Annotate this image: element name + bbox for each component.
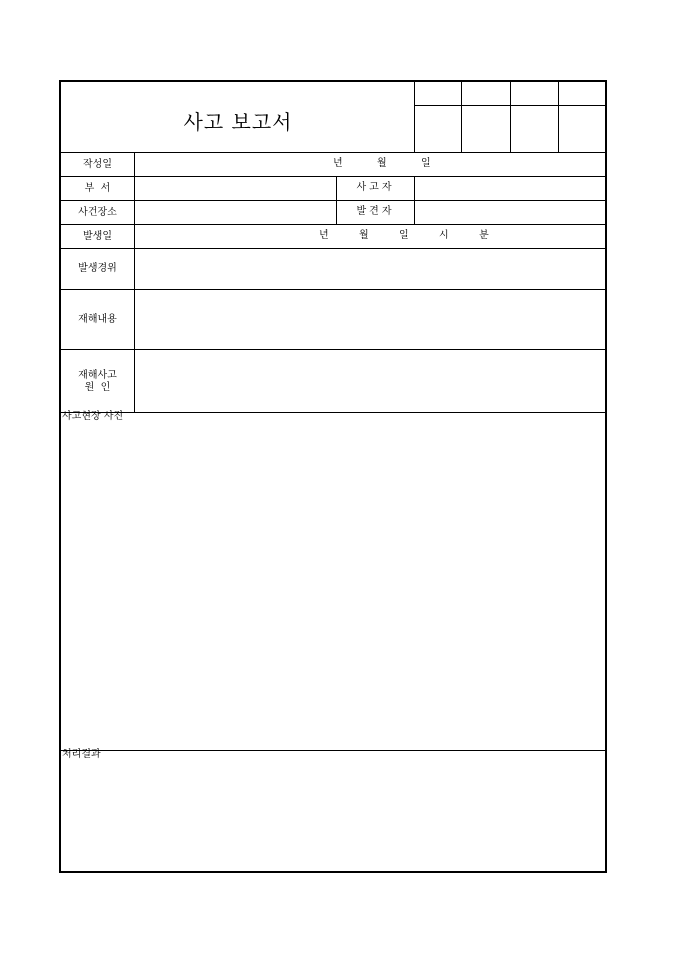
mid-divider xyxy=(414,176,415,224)
row-line xyxy=(61,152,607,153)
label-location: 사건장소 xyxy=(78,207,117,218)
label-damage: 재해내용 xyxy=(78,314,117,325)
label-department: 부 서 xyxy=(84,183,111,194)
row-line xyxy=(61,176,607,177)
label-column-divider xyxy=(134,152,135,412)
label-cause-line1: 재해사고 xyxy=(78,370,117,381)
label-cause-line2: 원 인 xyxy=(84,382,111,393)
label-injured-person: 사고자 xyxy=(356,182,395,193)
accident-report-form xyxy=(59,80,607,873)
label-written-date: 작성일 xyxy=(83,159,112,170)
label-occurred-date: 발생일 xyxy=(83,231,112,242)
label-discoverer: 발견자 xyxy=(356,206,395,217)
label-result: 처리결과 xyxy=(62,749,101,760)
row-line xyxy=(61,412,607,413)
occurred-date-value: 년 월 일 시 분 xyxy=(319,230,489,241)
label-site-photo: 사고현장 사진 xyxy=(62,411,124,422)
row-line xyxy=(61,750,607,751)
label-circumstance: 발생경위 xyxy=(78,263,117,274)
row-line xyxy=(61,224,607,225)
document-title: 사고 보고서 xyxy=(183,110,293,134)
row-line xyxy=(61,349,607,350)
row-line xyxy=(61,200,607,201)
row-line xyxy=(61,289,607,290)
written-date-value: 년 월 일 xyxy=(333,158,431,169)
row-line xyxy=(61,248,607,249)
